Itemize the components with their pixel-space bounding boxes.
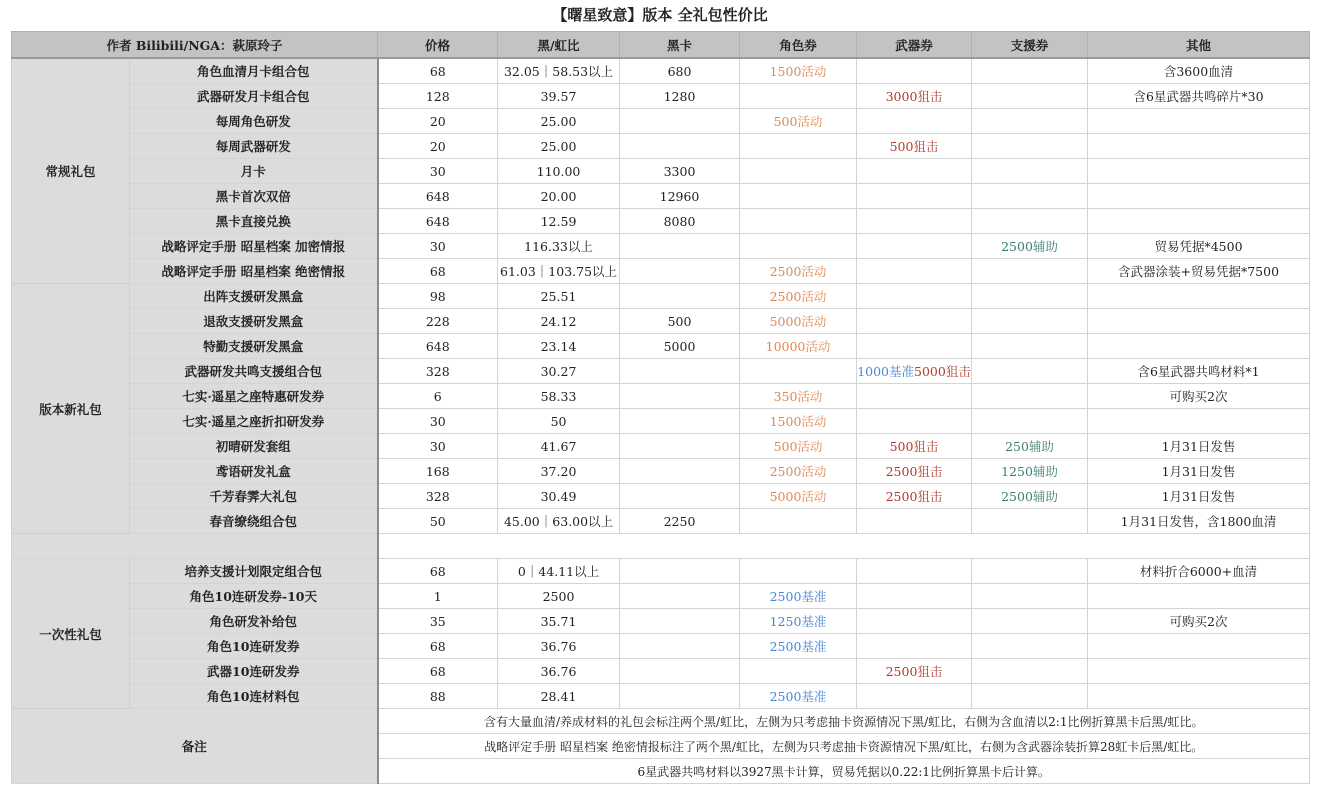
table-row <box>12 259 1310 284</box>
weapon-ticket-cell: 3000狙击 <box>857 84 972 109</box>
ratio-cell: 37.20 <box>498 459 620 484</box>
support-ticket-cell <box>972 84 1088 109</box>
support-ticket-cell: 1250辅助 <box>972 459 1088 484</box>
weapon-base-text: 1000基准 <box>857 364 915 379</box>
black-card-cell <box>620 484 740 509</box>
other-cell <box>1088 684 1310 709</box>
support-ticket-cell: 2500辅助 <box>972 234 1088 259</box>
char-ticket-cell <box>740 209 857 234</box>
note-line: 含有大量血清/养成材料的礼包会标注两个黑/虹比，左侧为只考虑抽卡资源情况下黑/虹比，右侧为含血清以2:1比例折算黑卡后黑/虹比。 <box>378 709 1310 734</box>
black-card-cell: 500 <box>620 309 740 334</box>
black-card-cell <box>620 434 740 459</box>
black-card-cell <box>620 634 740 659</box>
black-card-cell <box>620 384 740 409</box>
table-row <box>12 109 1310 134</box>
black-card-cell <box>620 359 740 384</box>
spacer-right-cell <box>378 534 1310 559</box>
support-ticket-cell <box>972 134 1088 159</box>
other-cell: 可购买2次 <box>1088 609 1310 634</box>
other-cell: 材料折合6000+血清 <box>1088 559 1310 584</box>
price-cell: 88 <box>378 684 498 709</box>
char-ticket-cell <box>740 659 857 684</box>
ratio-cell: 116.33以上 <box>498 234 620 259</box>
weapon-ticket-cell <box>857 559 972 584</box>
other-cell <box>1088 334 1310 359</box>
char-ticket-cell <box>740 234 857 259</box>
other-cell: 贸易凭据*4500 <box>1088 234 1310 259</box>
pack-name: 角色研发补给包 <box>130 609 378 634</box>
price-cell: 328 <box>378 484 498 509</box>
table-row <box>12 134 1310 159</box>
price-cell: 328 <box>378 359 498 384</box>
ratio-cell: 39.57 <box>498 84 620 109</box>
ratio-cell: 58.33 <box>498 384 620 409</box>
other-cell: 1月31日发售 <box>1088 459 1310 484</box>
price-cell: 168 <box>378 459 498 484</box>
weapon-ticket-cell <box>857 109 972 134</box>
weapon-ticket-cell <box>857 334 972 359</box>
char-ticket-cell: 1500活动 <box>740 58 857 84</box>
black-card-cell: 8080 <box>620 209 740 234</box>
support-ticket-cell <box>972 159 1088 184</box>
notes-row <box>12 709 1310 734</box>
price-cell: 20 <box>378 134 498 159</box>
header-weapon-ticket: 武器券 <box>857 32 972 59</box>
ratio-cell: 110.00 <box>498 159 620 184</box>
other-cell <box>1088 409 1310 434</box>
pack-name: 黑卡直接兑换 <box>130 209 378 234</box>
other-cell: 1月31日发售 <box>1088 484 1310 509</box>
support-ticket-cell <box>972 334 1088 359</box>
weapon-ticket-cell <box>857 284 972 309</box>
support-ticket-cell <box>972 109 1088 134</box>
weapon-ticket-cell: 2500狙击 <box>857 484 972 509</box>
spacer-row <box>12 534 1310 559</box>
notes-label: 备注 <box>12 709 378 784</box>
black-card-cell <box>620 609 740 634</box>
ratio-cell: 0｜44.11以上 <box>498 559 620 584</box>
black-card-cell: 680 <box>620 58 740 84</box>
ratio-cell: 25.51 <box>498 284 620 309</box>
table-row <box>12 609 1310 634</box>
char-ticket-cell <box>740 509 857 534</box>
support-ticket-cell <box>972 634 1088 659</box>
group-label: 常规礼包 <box>12 58 130 284</box>
char-ticket-cell <box>740 184 857 209</box>
pack-name: 初晴研发套组 <box>130 434 378 459</box>
pack-name: 每周武器研发 <box>130 134 378 159</box>
ratio-cell: 35.71 <box>498 609 620 634</box>
black-card-cell: 5000 <box>620 334 740 359</box>
pack-name: 月卡 <box>130 159 378 184</box>
table-row <box>12 659 1310 684</box>
price-cell: 648 <box>378 209 498 234</box>
weapon-ticket-cell <box>857 384 972 409</box>
price-cell: 30 <box>378 159 498 184</box>
char-ticket-cell <box>740 359 857 384</box>
other-cell: 1月31日发售，含1800血清 <box>1088 509 1310 534</box>
char-ticket-cell: 1250基准 <box>740 609 857 634</box>
other-cell: 可购买2次 <box>1088 384 1310 409</box>
other-cell <box>1088 134 1310 159</box>
ratio-cell: 25.00 <box>498 109 620 134</box>
ratio-cell: 45.00｜63.00以上 <box>498 509 620 534</box>
support-ticket-cell <box>972 559 1088 584</box>
black-card-cell: 3300 <box>620 159 740 184</box>
table-row <box>12 359 1310 384</box>
header-price: 价格 <box>378 32 498 59</box>
other-cell <box>1088 659 1310 684</box>
table-row <box>12 309 1310 334</box>
char-ticket-cell: 500活动 <box>740 109 857 134</box>
other-cell: 1月31日发售 <box>1088 434 1310 459</box>
ratio-cell: 28.41 <box>498 684 620 709</box>
black-card-cell <box>620 684 740 709</box>
table-row <box>12 284 1310 309</box>
other-cell <box>1088 634 1310 659</box>
weapon-ticket-cell <box>857 234 972 259</box>
weapon-ticket-cell <box>857 184 972 209</box>
black-card-cell <box>620 659 740 684</box>
pack-name: 武器10连研发券 <box>130 659 378 684</box>
ratio-cell: 36.76 <box>498 634 620 659</box>
ratio-cell: 20.00 <box>498 184 620 209</box>
support-ticket-cell <box>972 184 1088 209</box>
black-card-cell <box>620 134 740 159</box>
char-ticket-cell: 2500基准 <box>740 684 857 709</box>
header-other: 其他 <box>1088 32 1310 59</box>
other-cell <box>1088 209 1310 234</box>
char-ticket-cell: 2500活动 <box>740 459 857 484</box>
table-row <box>12 459 1310 484</box>
price-cell: 68 <box>378 559 498 584</box>
weapon-ticket-cell: 500狙击 <box>857 434 972 459</box>
weapon-ticket-cell <box>857 259 972 284</box>
pack-name: 角色10连材料包 <box>130 684 378 709</box>
weapon-ticket-cell <box>857 309 972 334</box>
char-ticket-cell: 1500活动 <box>740 409 857 434</box>
char-ticket-cell: 2500基准 <box>740 634 857 659</box>
spacer-left-cell <box>12 534 378 559</box>
header-row <box>12 32 1310 59</box>
black-card-cell <box>620 559 740 584</box>
group-label: 版本新礼包 <box>12 284 130 534</box>
weapon-ticket-cell <box>857 509 972 534</box>
weapon-ticket-cell <box>857 159 972 184</box>
black-card-cell: 1280 <box>620 84 740 109</box>
table-row <box>12 434 1310 459</box>
price-cell: 30 <box>378 434 498 459</box>
other-cell <box>1088 584 1310 609</box>
pack-name: 出阵支援研发黑盒 <box>130 284 378 309</box>
ratio-cell: 25.00 <box>498 134 620 159</box>
price-cell: 30 <box>378 409 498 434</box>
pack-name: 千芳春霁大礼包 <box>130 484 378 509</box>
weapon-ticket-cell <box>857 684 972 709</box>
table-row <box>12 159 1310 184</box>
black-card-cell <box>620 584 740 609</box>
support-ticket-cell <box>972 309 1088 334</box>
pack-name: 黑卡首次双倍 <box>130 184 378 209</box>
pack-name: 培养支援计划限定组合包 <box>130 559 378 584</box>
black-card-cell <box>620 109 740 134</box>
weapon-ticket-cell: 500狙击 <box>857 134 972 159</box>
char-ticket-cell <box>740 134 857 159</box>
table-row <box>12 234 1310 259</box>
support-ticket-cell <box>972 584 1088 609</box>
other-cell: 含6星武器共鸣碎片*30 <box>1088 84 1310 109</box>
other-cell: 含武器涂装+贸易凭据*7500 <box>1088 259 1310 284</box>
price-cell: 6 <box>378 384 498 409</box>
weapon-snipe-text: 5000狙击 <box>914 364 971 379</box>
char-ticket-cell: 350活动 <box>740 384 857 409</box>
char-ticket-cell: 500活动 <box>740 434 857 459</box>
table-row <box>12 409 1310 434</box>
table-body <box>12 58 1310 784</box>
pack-name: 特勤支援研发黑盒 <box>130 334 378 359</box>
support-ticket-cell <box>972 684 1088 709</box>
table-row <box>12 334 1310 359</box>
pack-name: 七实·遥星之座折扣研发券 <box>130 409 378 434</box>
table-row <box>12 684 1310 709</box>
ratio-cell: 24.12 <box>498 309 620 334</box>
price-cell: 68 <box>378 634 498 659</box>
header-author: 作者 Bilibili/NGA：萩原玲子 <box>12 32 378 59</box>
table-row <box>12 184 1310 209</box>
ratio-cell: 61.03｜103.75以上 <box>498 259 620 284</box>
price-cell: 98 <box>378 284 498 309</box>
pack-name: 春音缭绕组合包 <box>130 509 378 534</box>
pack-name: 七实·遥星之座特惠研发券 <box>130 384 378 409</box>
other-cell <box>1088 284 1310 309</box>
char-ticket-cell: 5000活动 <box>740 309 857 334</box>
support-ticket-cell <box>972 384 1088 409</box>
table-row <box>12 384 1310 409</box>
table-row <box>12 84 1310 109</box>
char-ticket-cell: 2500基准 <box>740 584 857 609</box>
char-ticket-cell <box>740 84 857 109</box>
price-cell: 128 <box>378 84 498 109</box>
black-card-cell <box>620 259 740 284</box>
price-cell: 68 <box>378 58 498 84</box>
table-row <box>12 509 1310 534</box>
black-card-cell <box>620 284 740 309</box>
table-row <box>12 559 1310 584</box>
support-ticket-cell <box>972 259 1088 284</box>
pack-name: 武器研发共鸣支援组合包 <box>130 359 378 384</box>
table-row <box>12 58 1310 84</box>
ratio-cell: 30.49 <box>498 484 620 509</box>
weapon-ticket-cell <box>857 58 972 84</box>
price-cell: 228 <box>378 309 498 334</box>
pack-name: 武器研发月卡组合包 <box>130 84 378 109</box>
group-label: 一次性礼包 <box>12 559 130 709</box>
table-row <box>12 584 1310 609</box>
support-ticket-cell <box>972 58 1088 84</box>
pack-name: 战略评定手册 昭星档案 绝密情报 <box>130 259 378 284</box>
other-cell <box>1088 109 1310 134</box>
price-cell: 648 <box>378 334 498 359</box>
ratio-cell: 30.27 <box>498 359 620 384</box>
support-ticket-cell: 250辅助 <box>972 434 1088 459</box>
support-ticket-cell <box>972 659 1088 684</box>
weapon-ticket-cell <box>857 609 972 634</box>
support-ticket-cell <box>972 359 1088 384</box>
ratio-cell: 50 <box>498 409 620 434</box>
black-card-cell: 12960 <box>620 184 740 209</box>
support-ticket-cell <box>972 409 1088 434</box>
weapon-ticket-cell <box>857 634 972 659</box>
black-card-cell <box>620 459 740 484</box>
other-cell: 含3600血清 <box>1088 58 1310 84</box>
char-ticket-cell: 10000活动 <box>740 334 857 359</box>
weapon-ticket-cell: 2500狙击 <box>857 659 972 684</box>
support-ticket-cell <box>972 284 1088 309</box>
weapon-ticket-cell <box>857 209 972 234</box>
table-row <box>12 484 1310 509</box>
char-ticket-cell <box>740 159 857 184</box>
ratio-cell: 36.76 <box>498 659 620 684</box>
other-cell <box>1088 309 1310 334</box>
support-ticket-cell <box>972 509 1088 534</box>
price-cell: 68 <box>378 259 498 284</box>
gift-pack-table <box>11 31 1310 784</box>
char-ticket-cell <box>740 559 857 584</box>
price-cell: 20 <box>378 109 498 134</box>
pack-name: 退敌支援研发黑盒 <box>130 309 378 334</box>
char-ticket-cell: 2500活动 <box>740 284 857 309</box>
ratio-cell: 23.14 <box>498 334 620 359</box>
price-cell: 648 <box>378 184 498 209</box>
char-ticket-cell: 5000活动 <box>740 484 857 509</box>
table-row <box>12 209 1310 234</box>
black-card-cell <box>620 409 740 434</box>
price-cell: 68 <box>378 659 498 684</box>
pack-name: 角色血清月卡组合包 <box>130 58 378 84</box>
other-cell <box>1088 159 1310 184</box>
note-line: 战略评定手册 昭星档案 绝密情报标注了两个黑/虹比，左侧为只考虑抽卡资源情况下黑/虹比，右侧为含武器涂装折算28虹卡后黑/虹比。 <box>378 734 1310 759</box>
support-ticket-cell <box>972 209 1088 234</box>
header-ratio: 黑/虹比 <box>498 32 620 59</box>
weapon-ticket-cell <box>857 359 972 384</box>
ratio-cell: 2500 <box>498 584 620 609</box>
header-black-card: 黑卡 <box>620 32 740 59</box>
char-ticket-cell: 2500活动 <box>740 259 857 284</box>
pack-name: 每周角色研发 <box>130 109 378 134</box>
price-cell: 1 <box>378 584 498 609</box>
header-support-ticket: 支援券 <box>972 32 1088 59</box>
price-cell: 35 <box>378 609 498 634</box>
pack-name: 角色10连研发券-10天 <box>130 584 378 609</box>
price-cell: 30 <box>378 234 498 259</box>
table-row <box>12 634 1310 659</box>
black-card-cell: 2250 <box>620 509 740 534</box>
header-char-ticket: 角色券 <box>740 32 857 59</box>
support-ticket-cell <box>972 609 1088 634</box>
ratio-cell: 12.59 <box>498 209 620 234</box>
weapon-ticket-cell <box>857 584 972 609</box>
black-card-cell <box>620 234 740 259</box>
ratio-cell: 32.05｜58.53以上 <box>498 58 620 84</box>
weapon-ticket-cell <box>857 409 972 434</box>
note-line: 6星武器共鸣材料以3927黑卡计算，贸易凭据以0.22:1比例折算黑卡后计算。 <box>378 759 1310 784</box>
other-cell: 含6星武器共鸣材料*1 <box>1088 359 1310 384</box>
other-cell <box>1088 184 1310 209</box>
support-ticket-cell: 2500辅助 <box>972 484 1088 509</box>
ratio-cell: 41.67 <box>498 434 620 459</box>
weapon-ticket-cell: 2500狙击 <box>857 459 972 484</box>
pack-name: 战略评定手册 昭星档案 加密情报 <box>130 234 378 259</box>
price-cell: 50 <box>378 509 498 534</box>
page-title: 【曙星致意】版本 全礼包性价比 <box>552 6 768 24</box>
pack-name: 角色10连研发券 <box>130 634 378 659</box>
pack-name: 鸢语研发礼盒 <box>130 459 378 484</box>
